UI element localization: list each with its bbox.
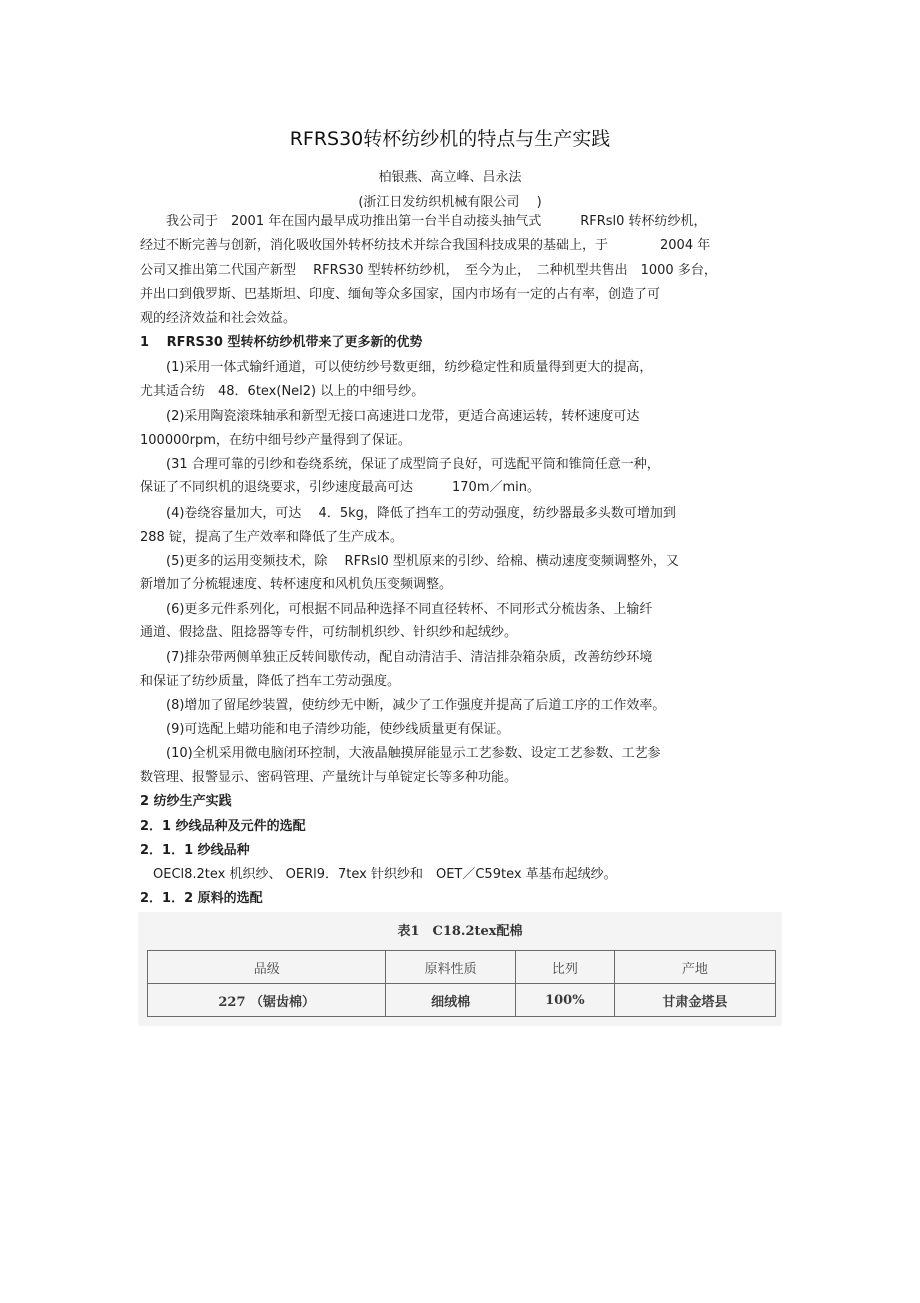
table-header-cell: 比列 xyxy=(515,951,614,984)
item-line: (1)采用一体式输纤通道，可以使纺纱号数更细，纺纱稳定性和质量得到更大的提高， xyxy=(140,360,653,375)
table-cell: 细绒棉 xyxy=(386,984,515,1017)
item-line: (8)增加了留尾纱装置，使纺纱无中断，减少了工作强度并提高了后道工序的工作效率。 xyxy=(140,698,666,713)
item-line: 数管理、报警显示、密码管理、产量统计与单锭定长等多种功能。 xyxy=(140,770,518,785)
item-line: (6)更多元件系列化，可根据不同品种选择不同直径转杯、不同形式分梳齿条、上输纤 xyxy=(140,602,653,617)
item-line: (4)卷绕容量加大，可达 4．5kg，降低了挡车工的劳动强度，纺纱器最多头数可增加到 xyxy=(140,506,676,521)
item-line: 保证了不同织机的退绕要求，引纱速度最高可达 170m／min。 xyxy=(140,480,540,495)
table-scan xyxy=(138,912,782,1026)
item-line: 288 锭，提高了生产效率和降低了生产成本。 xyxy=(140,530,403,545)
intro-line: 并出口到俄罗斯、巴基斯坦、印度、缅甸等众多国家，国内市场有一定的占有率，创造了可 xyxy=(140,287,661,302)
section-heading-1: 1 RFRS30 型转杯纺纱机带来了更多新的优势 xyxy=(140,335,423,350)
item-line: (9)可选配上蜡功能和电子清纱功能，使纱线质量更有保证。 xyxy=(140,722,510,737)
section-heading-2-1-1: 2．1．1 纱线品种 xyxy=(140,843,250,858)
table-row xyxy=(148,984,776,1017)
intro-line: 经过不断完善与创新，消化吸收国外转杯纺技术并综合我国科技成果的基础上，于 2004 年 xyxy=(140,238,711,253)
item-line: (10)全机采用微电脑闭环控制，大液晶触摸屏能显示工艺参数、设定工艺参数、工艺参 xyxy=(140,746,661,761)
table-header-row xyxy=(148,951,776,984)
table-header-cell: 原料性质 xyxy=(386,951,515,984)
intro-line: 我公司于 2001 年在国内最早成功推出第一台半自动接头抽气式 RFRsl0 转杯纺纱机， xyxy=(140,214,707,229)
intro-line: 观的经济效益和社会效益。 xyxy=(140,311,297,326)
item-line: (7)排杂带两侧单独正反转间歇传动，配自动清洁手、清洁排杂箱杂质，改善纺纱环境 xyxy=(140,650,653,665)
table-cell: 100% xyxy=(515,984,614,1017)
section-heading-2: 2 纺纱生产实践 xyxy=(140,794,232,809)
intro-line: 公司又推出第二代国产新型 RFRS30 型转杯纺纱机， 至今为止， 二种机型共售出 1000 多台， xyxy=(140,263,717,278)
table-cell: 甘肃金塔县 xyxy=(614,984,775,1017)
table-header-cell: 品级 xyxy=(148,951,386,984)
table-header-cell: 产地 xyxy=(614,951,775,984)
item-line: 100000rpm，在纺中细号纱产量得到了保证。 xyxy=(140,433,411,448)
item-line: (2)采用陶瓷滚珠轴承和新型无接口高速进口龙带，更适合高速运转，转杯速度可达 xyxy=(140,409,640,424)
page-title: RFRS30转杯纺纱机的特点与生产实践 xyxy=(289,128,611,150)
table-caption: 表1 C18.2tex配棉 xyxy=(397,924,523,939)
table-cell: 227 （锯齿棉） xyxy=(148,984,386,1017)
section-heading-2-1-2: 2．1．2 原料的选配 xyxy=(140,891,263,906)
yarn-varieties: OECl8.2tex 机织纱、 OERl9．7tex 针织纱和 OET／C59tex 革基布起绒纱。 xyxy=(140,867,617,882)
cotton-blend-table xyxy=(147,950,776,1017)
item-line: (31 合理可靠的引纱和卷绕系统，保证了成型筒子良好，可选配平筒和锥筒任意一种， xyxy=(140,457,660,472)
affiliation: (浙江日发纺织机械有限公司 ) xyxy=(358,195,542,210)
item-line: 新增加了分梳辊速度、转杯速度和风机负压变频调整。 xyxy=(140,577,453,592)
item-line: 通道、假捻盘、阻捻器等专件，可纺制机织纱、针织纱和起绒纱。 xyxy=(140,625,518,640)
item-line: (5)更多的运用变频技术，除 RFRsl0 型机原来的引纱、给棉、横动速度变频调整外，又 xyxy=(140,554,679,569)
section-heading-2-1: 2．1 纱线品种及元件的选配 xyxy=(140,819,306,834)
item-line: 和保证了纺纱质量，降低了挡车工劳动强度。 xyxy=(140,674,401,689)
authors: 柏银燕、高立峰、吕永法 xyxy=(378,170,522,185)
item-line: 尤其适合纺 48．6tex(Nel2) 以上的中细号纱。 xyxy=(140,384,425,399)
